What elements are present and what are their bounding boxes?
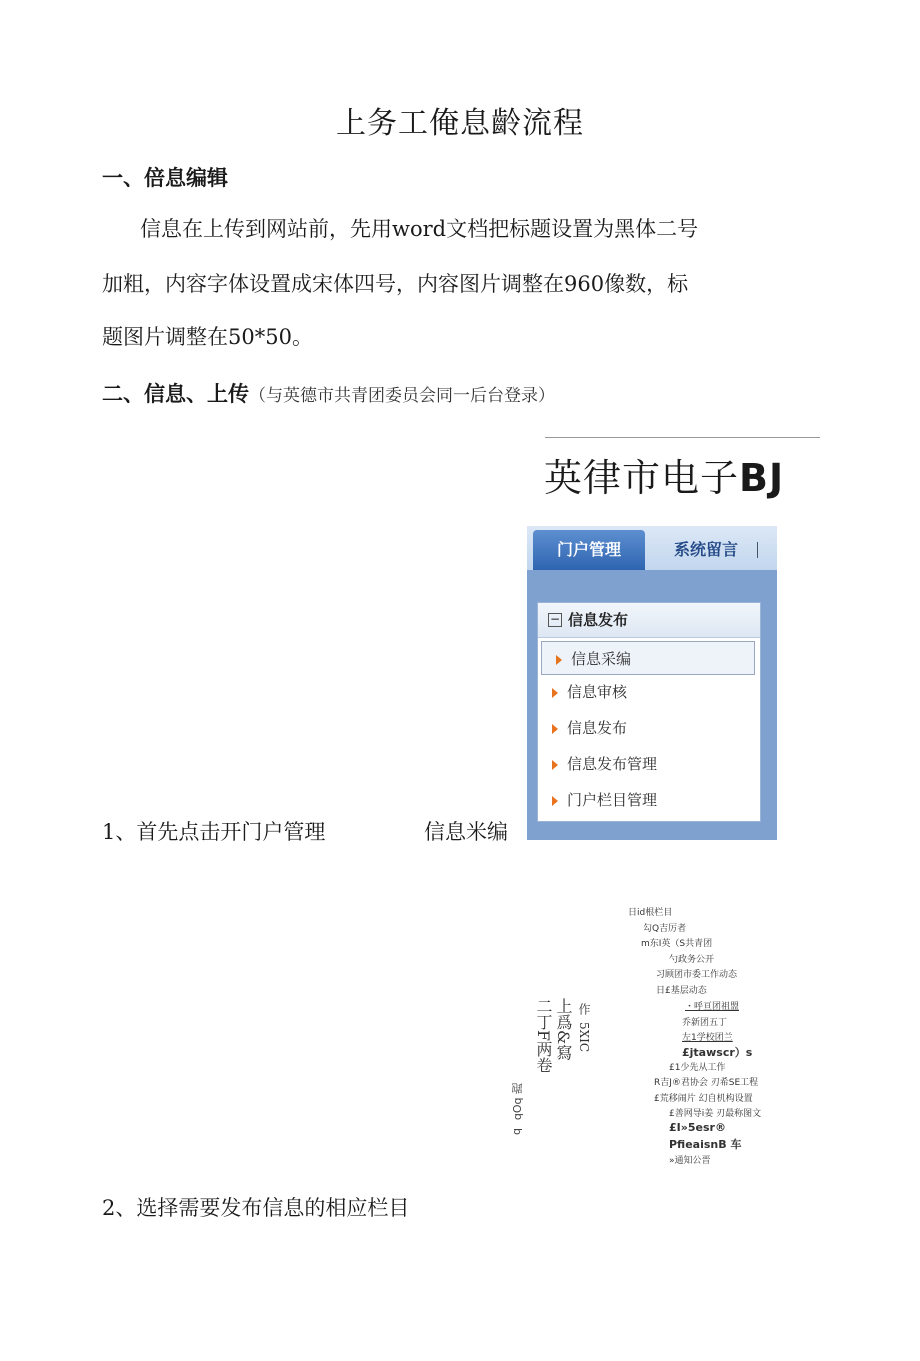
section-heading-upload-text: 二、信息、上传 xyxy=(102,382,249,406)
tab-separator xyxy=(757,542,758,558)
arrow-right-icon xyxy=(552,724,558,734)
tree-node[interactable]: ・呼亘团祖盟 xyxy=(685,1002,740,1012)
document-title: 上务工俺息齡流程 xyxy=(336,106,584,141)
tree-node[interactable]: £1少先从工作 xyxy=(669,1063,726,1073)
paragraph-line-1: 信息在上传到网站前，先用word文档把标题设置为黑体二号 xyxy=(140,217,699,241)
vertical-text: q xyxy=(510,1128,523,1135)
menu-item-label: 信息审核 xyxy=(567,683,628,701)
tree-node[interactable]: £I»5esr® xyxy=(669,1121,726,1134)
menu-item-label: 信息发布管理 xyxy=(567,755,658,773)
panel-title: 信息发布 xyxy=(568,611,629,629)
tree-root[interactable]: 日id根栏目 xyxy=(628,908,673,918)
step-2-instruction: 2、选择需要发布信息的相应栏目 xyxy=(102,1196,410,1220)
menu-item-publish-management[interactable] xyxy=(552,747,752,781)
arrow-right-icon xyxy=(552,796,558,806)
tree-node[interactable]: 左1学校团兰 xyxy=(682,1033,733,1043)
vertical-text: qOq 跑 xyxy=(511,1083,524,1121)
tree-node[interactable]: 习顾团市委工作动态 xyxy=(656,970,738,980)
tab-bar xyxy=(527,526,777,570)
tree-node[interactable]: 勾Q吉厉者 xyxy=(643,924,687,934)
section-heading-upload xyxy=(102,378,555,408)
tree-node[interactable]: PfieaisnB 车 xyxy=(669,1138,742,1151)
paragraph-line-2: 加粗，内容字体设置成宋体四号，内容图片调整在960像数，标 xyxy=(102,272,689,296)
paragraph-line-3: 题图片调整在50*50。 xyxy=(102,325,313,349)
menu-item-label: 门户栏目管理 xyxy=(567,791,658,809)
section-heading-upload-note: （与英德市共青团委员会同一后台登录） xyxy=(249,386,555,406)
brand-divider xyxy=(545,437,820,438)
menu-item-column-management[interactable] xyxy=(552,783,752,817)
arrow-right-icon xyxy=(552,760,558,770)
vertical-text: 上爲&寫 xyxy=(554,998,573,1061)
tree-node[interactable]: R吉J®君协会 刃希SE工程 xyxy=(654,1078,759,1088)
portal-menu-screenshot xyxy=(527,526,777,840)
vertical-text: 二丁F两卷 xyxy=(534,998,553,1074)
step-1-instruction: 1、首先点击开门户管理 xyxy=(102,820,326,844)
tree-node[interactable]: 勺政务公开 xyxy=(669,955,715,965)
panel-header[interactable] xyxy=(538,603,760,638)
tab-portal-management[interactable]: 门户管理 xyxy=(533,530,645,570)
info-publish-panel xyxy=(537,602,761,822)
site-brand-suffix: BJ xyxy=(739,456,785,500)
tree-node[interactable]: 日£基层动态 xyxy=(656,986,707,996)
menu-item-label: 信息发布 xyxy=(567,719,628,737)
site-brand-name: 英律市电子 xyxy=(544,456,740,500)
tab-system-messages[interactable]: 系统留言 xyxy=(673,540,738,559)
tree-node[interactable]: »通知公晋 xyxy=(669,1156,711,1166)
vertical-text: 5XIC xyxy=(577,1022,591,1053)
vertical-text: 作 xyxy=(577,1003,591,1015)
arrow-right-icon xyxy=(552,688,558,698)
tree-node[interactable]: 乔新团五丁 xyxy=(682,1018,728,1028)
arrow-right-icon xyxy=(556,655,562,665)
menu-item-info-review[interactable] xyxy=(552,675,752,709)
section-heading-edit: 一、倍息编辑 xyxy=(102,166,228,190)
tree-node[interactable]: £jtawscr）s xyxy=(682,1046,753,1059)
site-brand xyxy=(544,447,784,502)
collapse-icon[interactable]: − xyxy=(549,612,561,626)
menu-item-info-publish[interactable] xyxy=(552,711,752,745)
tree-node[interactable]: m东I英（S共青团 xyxy=(641,939,713,949)
menu-item-label: 信息采编 xyxy=(571,650,632,668)
step-1-target: 信息米编 xyxy=(424,820,508,844)
tree-node[interactable]: £荒移闹片 幻自机构设置 xyxy=(654,1094,753,1104)
tree-node[interactable]: £善网导i姜 刃最称图文 xyxy=(669,1109,762,1119)
menu-item-info-edit[interactable] xyxy=(541,641,755,675)
